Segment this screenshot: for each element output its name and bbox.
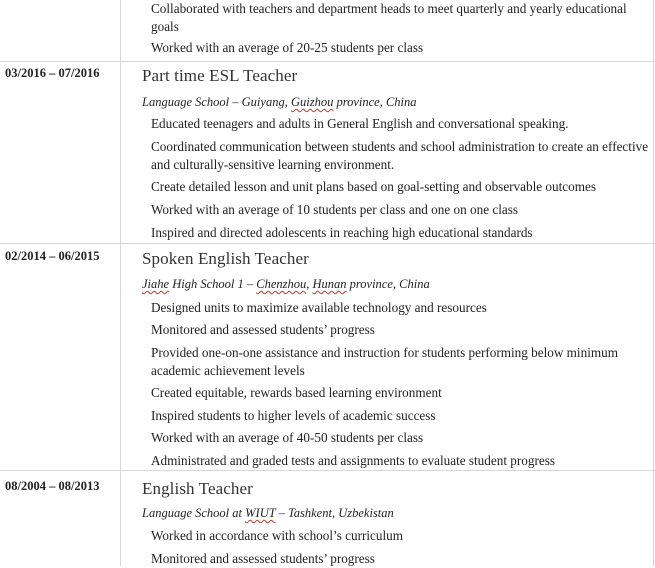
list-item: Coordinated communication between students and school administration to create an effective and culturally-sensitive learning environment. [151, 139, 649, 172]
spellcheck-flag: Guizhou [290, 95, 334, 109]
job-dates: 08/2004 – 08/2013 [5, 479, 100, 493]
spellcheck-flag: WIUT [245, 506, 276, 520]
job-organization: Language School at WIUT – Tashkent, Uzbekistan [142, 506, 394, 520]
job-title: Spoken English Teacher [142, 249, 309, 268]
list-item: Create detailed lesson and unit plans based on goal-setting and observable outcomes [151, 179, 596, 194]
table-column-divider [120, 0, 121, 566]
list-item: Administrated and graded tests and assignments to evaluate student progress [151, 453, 555, 468]
spellcheck-flag: Hunan [312, 277, 347, 291]
job-organization: Language School – Guiyang, Guizhou province, China [142, 95, 417, 109]
job-title: Part time ESL Teacher [142, 66, 298, 85]
list-item: Worked with an average of 20-25 students per class [151, 40, 424, 55]
list-item: Inspired and directed adolescents in reaching high educational standards [151, 225, 533, 240]
list-item: Created equitable, rewards based learning environment [151, 385, 442, 400]
job-dates: 03/2016 – 07/2016 [5, 66, 100, 80]
spellcheck-flag: Jiahe [142, 277, 170, 291]
job-title: English Teacher [142, 479, 253, 498]
list-item: Inspired students to higher levels of academic success [151, 408, 436, 423]
row-divider [0, 61, 655, 62]
list-item: Monitored and assessed students’ progress [151, 322, 375, 337]
list-item: Collaborated with teachers and department heads to meet quarterly and yearly educational goals [151, 1, 627, 34]
list-item: Worked in accordance with school’s curriculum [151, 528, 403, 543]
list-item: Monitored and assessed students’ progress [151, 551, 375, 566]
job-dates: 02/2014 – 06/2015 [5, 249, 100, 263]
list-item: Educated teenagers and adults in General English and conversational speaking. [151, 116, 569, 131]
list-item: Provided one-on-one assistance and instruction for students performing below minimum academic achievement levels [151, 345, 618, 378]
spellcheck-flag: Chenzhou [256, 277, 307, 291]
list-item: Worked with an average of 10 students per class and one on one class [151, 202, 518, 217]
list-item: Designed units to maximize available technology and resources [151, 300, 487, 315]
job-organization: Jiahe High School 1 – Chenzhou, Hunan province, China [142, 277, 430, 291]
row-divider [0, 470, 655, 471]
list-item: Worked with an average of 40-50 students per class [151, 430, 424, 445]
row-divider [0, 243, 655, 244]
table-right-border [653, 0, 654, 566]
